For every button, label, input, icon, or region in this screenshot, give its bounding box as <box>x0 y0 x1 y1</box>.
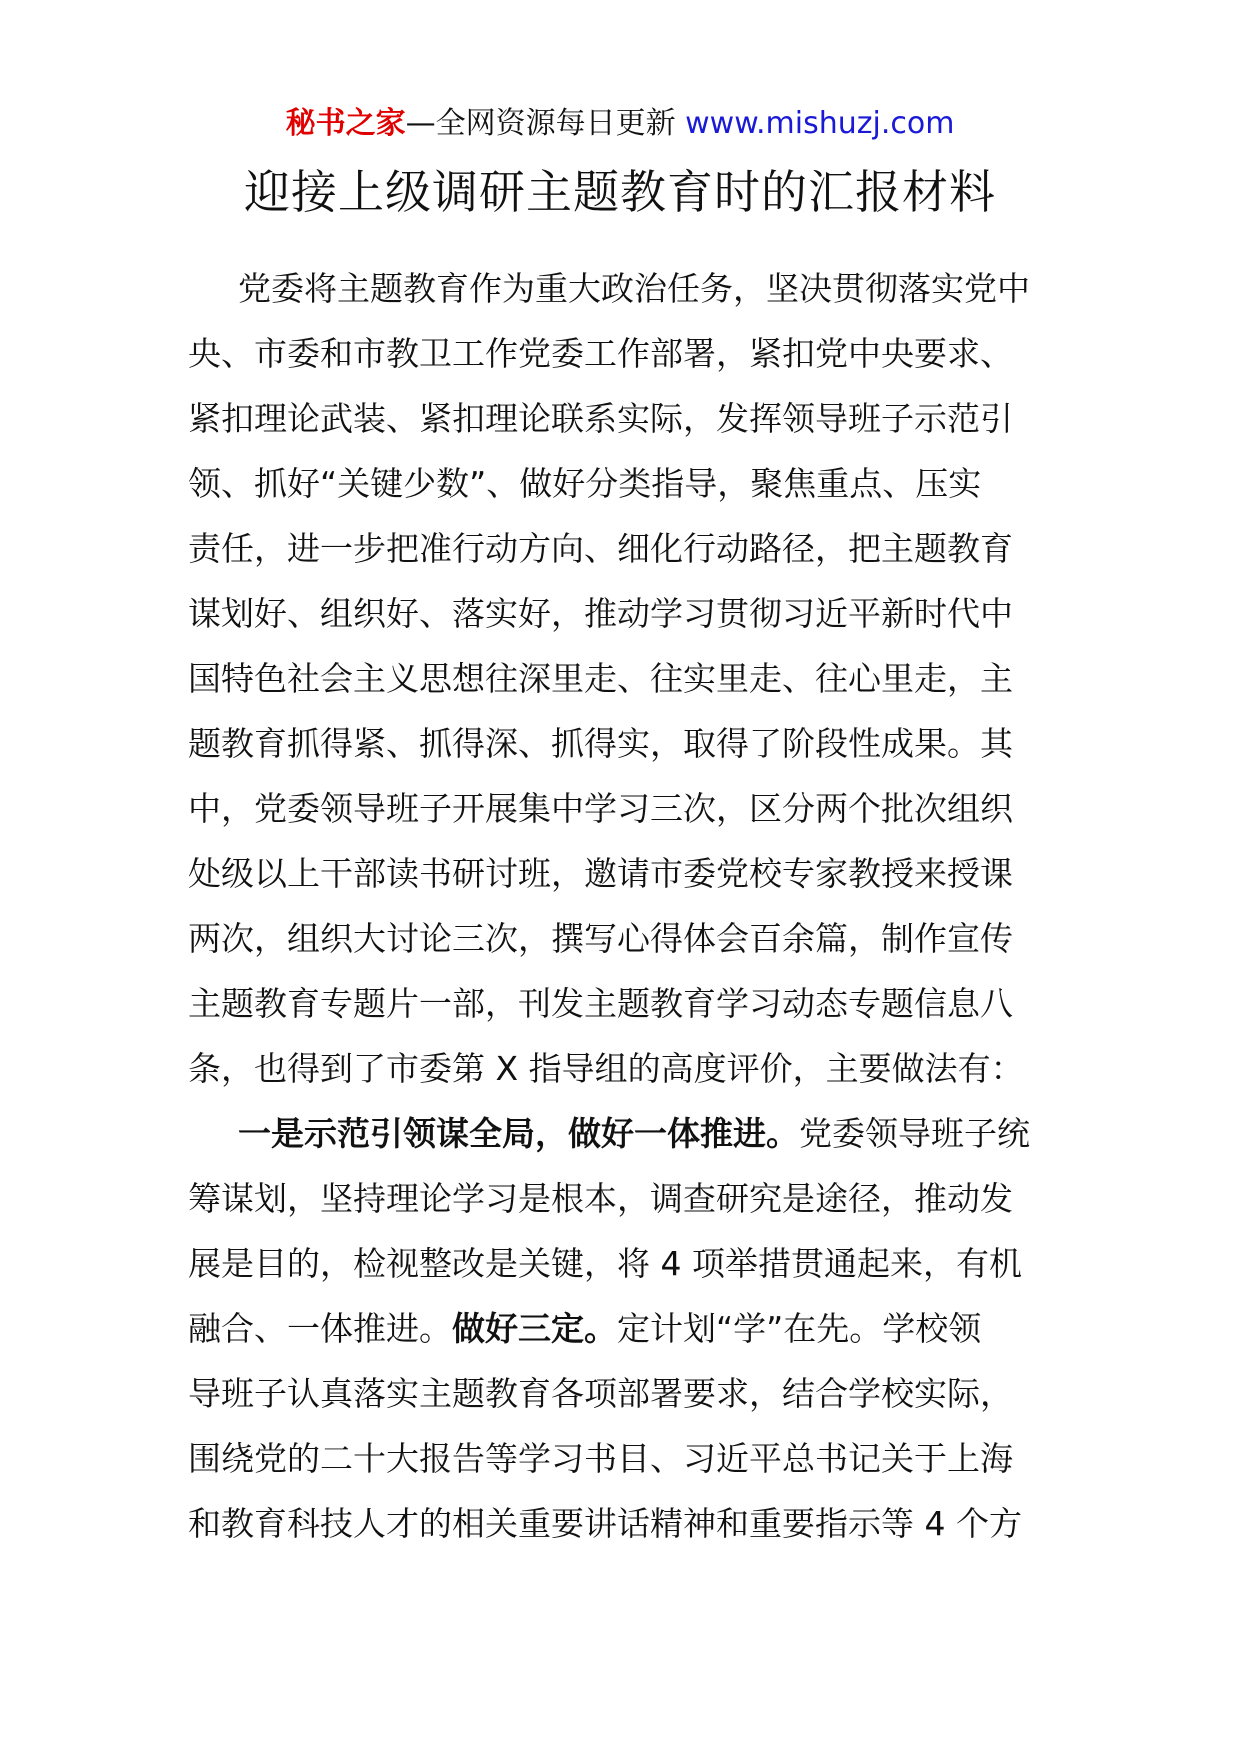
mixed-line <box>188 1296 1044 1361</box>
document-title: 迎接上级调研主题教育时的汇报材料 <box>244 165 996 219</box>
paragraph-line: 围绕党的二十大报告等学习书目、习近平总书记关于上海 <box>188 1439 1013 1478</box>
paragraph-line: 题教育抓得紧、抓得深、抓得实，取得了阶段性成果。其 <box>188 724 1013 763</box>
paragraph-line: 两次，组织大讨论三次，撰写心得体会百余篇，制作宣传 <box>188 919 1013 958</box>
paragraph-line: 央、市委和市教卫工作党委工作部署，紧扣党中央要求、 <box>188 334 1013 373</box>
paragraph-line: 导班子认真落实主题教育各项部署要求，结合学校实际， <box>188 1374 1013 1413</box>
paragraph-line: 国特色社会主义思想往深里走、往实里走、往心里走，主 <box>188 659 1013 698</box>
paragraph-line: 主题教育专题片一部，刊发主题教育学习动态专题信息八 <box>188 984 1013 1023</box>
site-url[interactable]: www.mishuzj.com <box>685 106 955 141</box>
mixed-line-post: 定计划“学”在先。学校领 <box>617 1309 982 1348</box>
mixed-line-pre: 融合、一体推进。 <box>188 1309 452 1348</box>
site-header-banner <box>0 104 1240 144</box>
paragraph-line: 中，党委领导班子开展集中学习三次，区分两个批次组织 <box>188 789 1013 828</box>
slogan-text: —全网资源每日更新 <box>405 106 686 141</box>
paragraph-line: 领、抓好“关键少数”、做好分类指导，聚焦重点、压实 <box>188 464 982 503</box>
document-body <box>188 256 1044 1556</box>
section-heading-rest: 党委领导班子统 <box>799 1114 1030 1153</box>
paragraph-line: 责任，进一步把准行动方向、细化行动路径，把主题教育 <box>188 529 1013 568</box>
section-heading-bold: 一是示范引领谋全局，做好一体推进。 <box>238 1114 799 1153</box>
paragraph-line: 党委将主题教育作为重大政治任务，坚决贯彻落实党中 <box>238 269 1030 308</box>
paragraph-line: 条，也得到了市委第 X 指导组的高度评价，主要做法有： <box>188 1049 1024 1088</box>
paragraph-line: 处级以上干部读书研讨班，邀请市委党校专家教授来授课 <box>188 854 1013 893</box>
subheading-bold: 做好三定。 <box>452 1309 617 1348</box>
paragraph-line: 筹谋划，坚持理论学习是根本，调查研究是途径，推动发 <box>188 1179 1013 1218</box>
brand-name: 秘书之家 <box>285 106 406 141</box>
paragraph-line: 紧扣理论武装、紧扣理论联系实际，发挥领导班子示范引 <box>188 399 1013 438</box>
section-heading-line <box>188 1101 1044 1166</box>
paragraph-line: 和教育科技人才的相关重要讲话精神和重要指示等 4 个方 <box>188 1504 1022 1543</box>
paragraph-line: 展是目的，检视整改是关键，将 4 项举措贯通起来，有机 <box>188 1244 1022 1283</box>
paragraph-line: 谋划好、组织好、落实好，推动学习贯彻习近平新时代中 <box>188 594 1013 633</box>
